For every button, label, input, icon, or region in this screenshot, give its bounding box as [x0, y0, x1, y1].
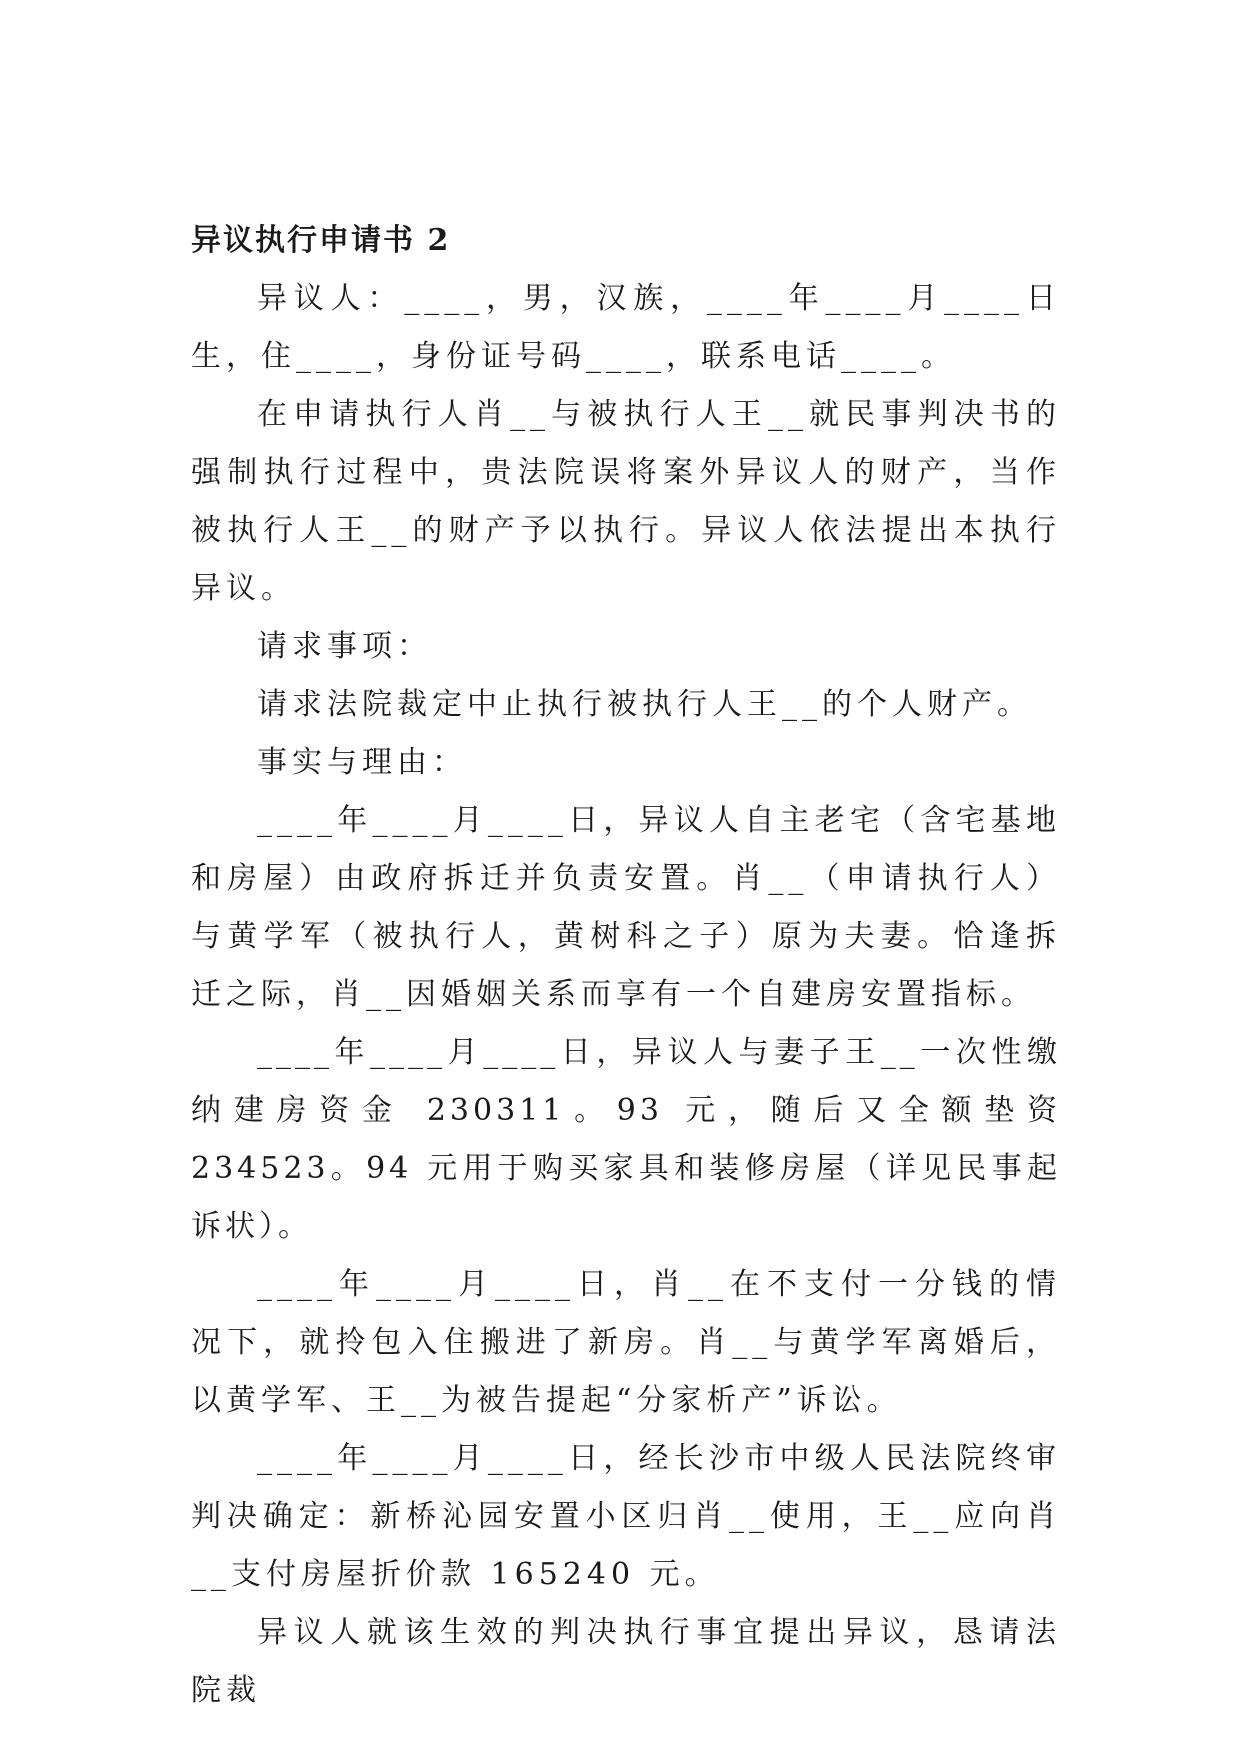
paragraph-objector-info: 异议人：____，男，汉族，____年____月____日生，住____，身份证号码____，联系电话____。 — [191, 281, 1061, 374]
paragraph-fact-judgment: ____年____月____日，经长沙市中级人民法院终审判决确定：新桥沁园安置小区归肖__使用，王__应向肖__支付房屋折价款 165240 元。 — [191, 1441, 1061, 1592]
paragraph-background: 在申请执行人肖__与被执行人王__就民事判决书的强制执行过程中，贵法院误将案外异议人的财产，当作被执行人王__的财产予以执行。异议人依法提出本执行异议。 — [191, 397, 1061, 606]
paragraph-fact-move-in: ____年____月____日，肖__在不支付一分钱的情况下，就拎包入住搬进了新房。肖__与黄学军离婚后，以黄学军、王__为被告提起“分家析产”诉讼。 — [191, 1267, 1061, 1418]
paragraph-request: 请求法院裁定中止执行被执行人王__的个人财产。 — [257, 687, 1032, 722]
paragraph-facts-heading: 事实与理由： — [257, 745, 467, 780]
document-page — [191, 212, 1061, 1720]
document-title: 异议执行申请书 2 — [191, 223, 451, 258]
paragraph-fact-demolition: ____年____月____日，异议人自主老宅（含宅基地和房屋）由政府拆迁并负责安置。肖__（申请执行人）与黄学军（被执行人，黄树科之子）原为夫妻。恰逢拆迁之际，肖__因婚姻关系而享有一个自建房安置指标。 — [191, 803, 1061, 1012]
paragraph-request-heading: 请求事项： — [257, 629, 432, 664]
paragraph-objection: 异议人就该生效的判决执行事宜提出异议，恳请法院裁 — [191, 1615, 1061, 1708]
paragraph-fact-payment: ____年____月____日，异议人与妻子王__一次性缴纳建房资金 230311。93 元，随后又全额垫资 234523。94 元用于购买家具和装修房屋（详见民事起诉状）。 — [191, 1035, 1061, 1244]
